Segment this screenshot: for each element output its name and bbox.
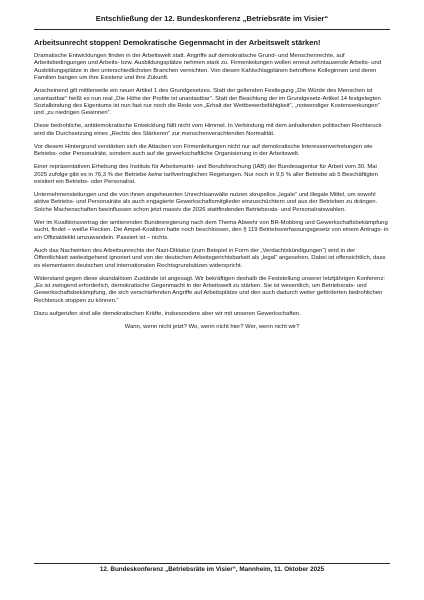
paragraph-5: Einer repräsentativen Erhebung des Instituts für Arbeitsmarkt- und Berufsforschung (IAB) der Bundesagentur für Arbeit vom 30. Mai 2025 zufolge gibt es in 76,3 % der Betriebe keine tarifvertraglichen Regelungen. Nur noch in 9,5 % aller Betriebe ab 5 Beschäftigten existiert ein Betriebs- oder Personalrat. [34,164,378,186]
paragraph-2: Anscheinend gilt mittlerweile ein neuer Artikel 1 des Grundgesetzes. Statt der geltenden Festlegung „Die Würde des Menschen ist unantastbar“ heißt es nun real „Die Höhe der Profite ist unantastbar“. Statt der Beachtung der im Grundgesetz-Artikel 14 festgelegten Sozialbindung des Eigentums ist nun fast nur noch die Rede von „Erhalt der Wettbewerbsfähigkeit“, „notwendiger Kostensenkungen“ und „zu niedrigen Gewinnen“. [34,88,381,117]
emphasis-text: keine [148,171,163,178]
paragraph-7: Wer im Koalitionsvertrag der amtierenden Bundesregierung nach dem Thema Abwehr von BR-Mobbing und Gewerkschaftsbekämpfung sucht, findet – weiße Flecken. Die Ampel-Koalition hatte noch beschlossen, den § 119 Betriebsverfassungsgesetz von einem Antrags- in ein Offizialdelikt umzuwandeln. Passiert ist – nichts. [34,219,389,241]
paragraph-9: Widerstand gegen diese skandalösen Zustände ist angesagt. Wir bekräftigen deshalb die Feststellung unserer letztjährigen Konferenz: „Es ist zwingend erforderlich, demokratische Gegenmacht in der Arbeitswelt zu stärken. Sie ist wesentlich, um Betriebsrats- und Gewerkschaftsbekämpfung, die sich verschärfenden Angriffe auf Arbeitsplätze und den auch dadurch weiter geförderten bedrohlichen Rechtsruck stoppen zu können.“ [34,275,386,304]
resolution-headline: Arbeitsunrecht stoppen! Demokratische Gegenmacht in der Arbeitswelt stärken! [34,38,321,47]
paragraph-6: Unternehmensleitungen und die von ihnen angeheuerten Unrechtsanwälte nutzen skrupellos „legale“ und illegale Mittel, um sowohl aktive Betriebs- und Personalräte als auch engagierte Gewerkschaftsmitglieder einzuschüchtern und aus der Betrieben zu drängen. Solche Machenschaften beeinflussen schon jetzt massiv die 2026 stattfindenden Betriebsrats- und Personalratswahlen. [34,192,378,213]
closing-questions: Wann, wenn nicht jetzt? Wo, wenn nicht hier? Wer, wenn nicht wir? [124,324,300,331]
paragraph-4: Vor diesem Hintergrund verstärken sich die Attacken von Firmenleitungen nicht nur auf demokratische Interessenvertretungen wie Betriebs- oder Personalräte, sondern auch auf die gewerkschaftliche Organisierung in der Arbeitswelt. [34,143,373,158]
paragraph-3: Diese bedrohliche, antidemokratische Entwicklung fällt nicht vom Himmel. In Verbindung mit dem anhaltenden politischen Rechtsruck wird die Durchsetzung eines „Rechts des Stärkeren“ zur menschenverachtenden Normalität. [34,123,382,137]
header-divider [34,29,390,30]
resolution-title: Entschließung der 12. Bundeskonferenz „Betriebsräte im Visier“ [95,14,329,23]
paragraph-10: Dazu aufgerufen sind alle demokratischen Kräfte, insbesondere aber wir mit unseren Gewerkschaften. [34,310,301,317]
paragraph-1: Dramatische Entwicklungen finden in der Arbeitswelt statt. Angriffe auf demokratische Grund- und Menschenrechte, auf Arbeitsbedingungen und Arbeits- bzw. Ausbildungsplätze nehmen stark zu. Firmenleitungen wollen erneut zehntausende Arbeits- und Ausbildungsplätze in den unterschiedlichsten Branchen vernichten. Von diesen Kahlschlagplänen betroffene Kolleginnen und deren Familien bangen um ihre Existenz und ihre Zukunft. [34,53,382,82]
footer-divider [34,563,390,564]
footer-text: 12. Bundeskonferenz „Betriebsräte im Visier“, Mannheim, 11. Oktober 2025 [99,566,325,573]
paragraph-8: Auch das Nachwirken des Arbeitsunrechts der Nazi-Diktatur (zum Beispiel in Form der „Verdachtskündigungen“) wird in der Öffentlichkeit weitestgehend ignoriert und von der deutschen Arbeitsgerichtsbarkeit als „legal“ angesehen. Dabei ist offensichtlich, dass es elementaren deutschen und internationalen Rechtsgrundsätzen widerspricht. [34,247,386,269]
